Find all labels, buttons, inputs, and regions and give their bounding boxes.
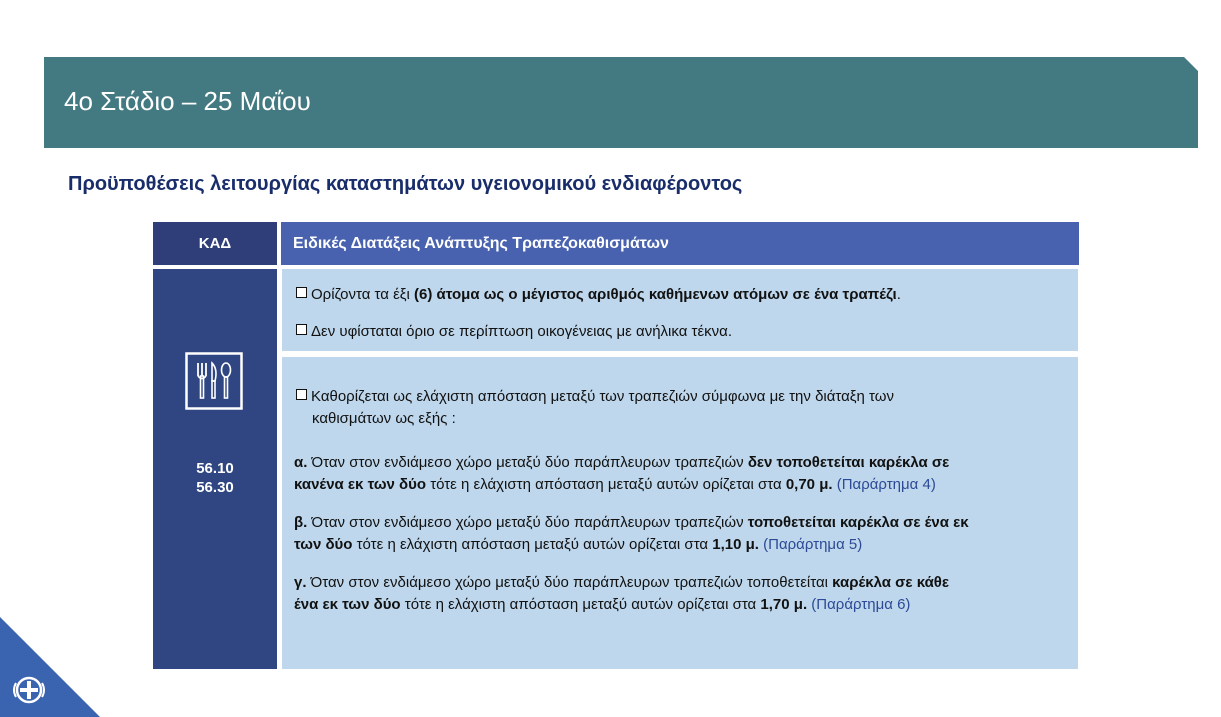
greek-emblem-icon xyxy=(10,671,48,709)
distance-cell xyxy=(282,357,1078,669)
annex-link: (Παράρτημα 4) xyxy=(836,476,936,493)
provisions-column-header: Ειδικές Διατάξεις Ανάπτυξης Τραπεζοκαθισμάτων xyxy=(281,222,1079,265)
kad-column-header: ΚΑΔ xyxy=(153,222,277,265)
annex-link: (Παράρτημα 5) xyxy=(763,536,863,553)
annex-link: (Παράρτημα 6) xyxy=(811,596,911,613)
kad-code: 56.30 xyxy=(196,479,234,496)
rule-b: β. Όταν στον ενδιάμεσο χώρο μεταξύ δύο παράπλευρων τραπεζιών τοποθετείται καρέκλα σε ένα εκ xyxy=(294,514,969,531)
kad-cell xyxy=(153,269,277,669)
checkbox-bullet-icon xyxy=(296,324,307,335)
checkbox-bullet-icon xyxy=(296,389,307,400)
rule-c: γ. Όταν στον ενδιάμεσο χώρο μεταξύ δύο παράπλευρων τραπεζιών τοποθετείται καρέκλα σε κάθε xyxy=(294,574,950,591)
family-exception-item: Δεν υφίσταται όριο σε περίπτωση οικογένειας με ανήλικα τέκνα. xyxy=(296,321,732,343)
checkbox-bullet-icon xyxy=(296,287,307,298)
rule-c-cont: ένα εκ των δύο τότε η ελάχιστη απόσταση μεταξύ αυτών ορίζεται στα 1,70 μ. (Παράρτημα 6) xyxy=(294,596,911,613)
section-subtitle: Προϋποθέσεις λειτουργίας καταστημάτων υγειονομικού ενδιαφέροντος xyxy=(68,173,743,195)
rule-b-cont: των δύο τότε η ελάχιστη απόσταση μεταξύ αυτών ορίζεται στα 1,10 μ. (Παράρτημα 5) xyxy=(294,536,863,553)
page-title: 4ο Στάδιο – 25 Μαΐου xyxy=(64,86,311,116)
occupancy-cell xyxy=(282,269,1078,351)
rule-a: α. Όταν στον ενδιάμεσο χώρο μεταξύ δύο παράπλευρων τραπεζιών δεν τοποθετείται καρέκλα σε xyxy=(294,454,950,471)
rule-a-cont: κανένα εκ των δύο τότε η ελάχιστη απόσταση μεταξύ αυτών ορίζεται στα 0,70 μ. (Παράρτημα 4) xyxy=(294,476,936,493)
kad-code: 56.10 xyxy=(196,460,234,477)
occupancy-item: Ορίζοντα τα έξι (6) άτομα ως ο μέγιστος αριθμός καθήμενων ατόμων σε ένα τραπέζι. xyxy=(296,284,901,306)
distance-intro-cont: καθισμάτων ως εξής : xyxy=(312,410,456,427)
kad-codes xyxy=(153,459,277,497)
cutlery-icon xyxy=(185,352,243,410)
distance-intro: Καθορίζεται ως ελάχιστη απόσταση μεταξύ των τραπεζιών σύμφωνα με την διάταξη των xyxy=(296,386,894,408)
